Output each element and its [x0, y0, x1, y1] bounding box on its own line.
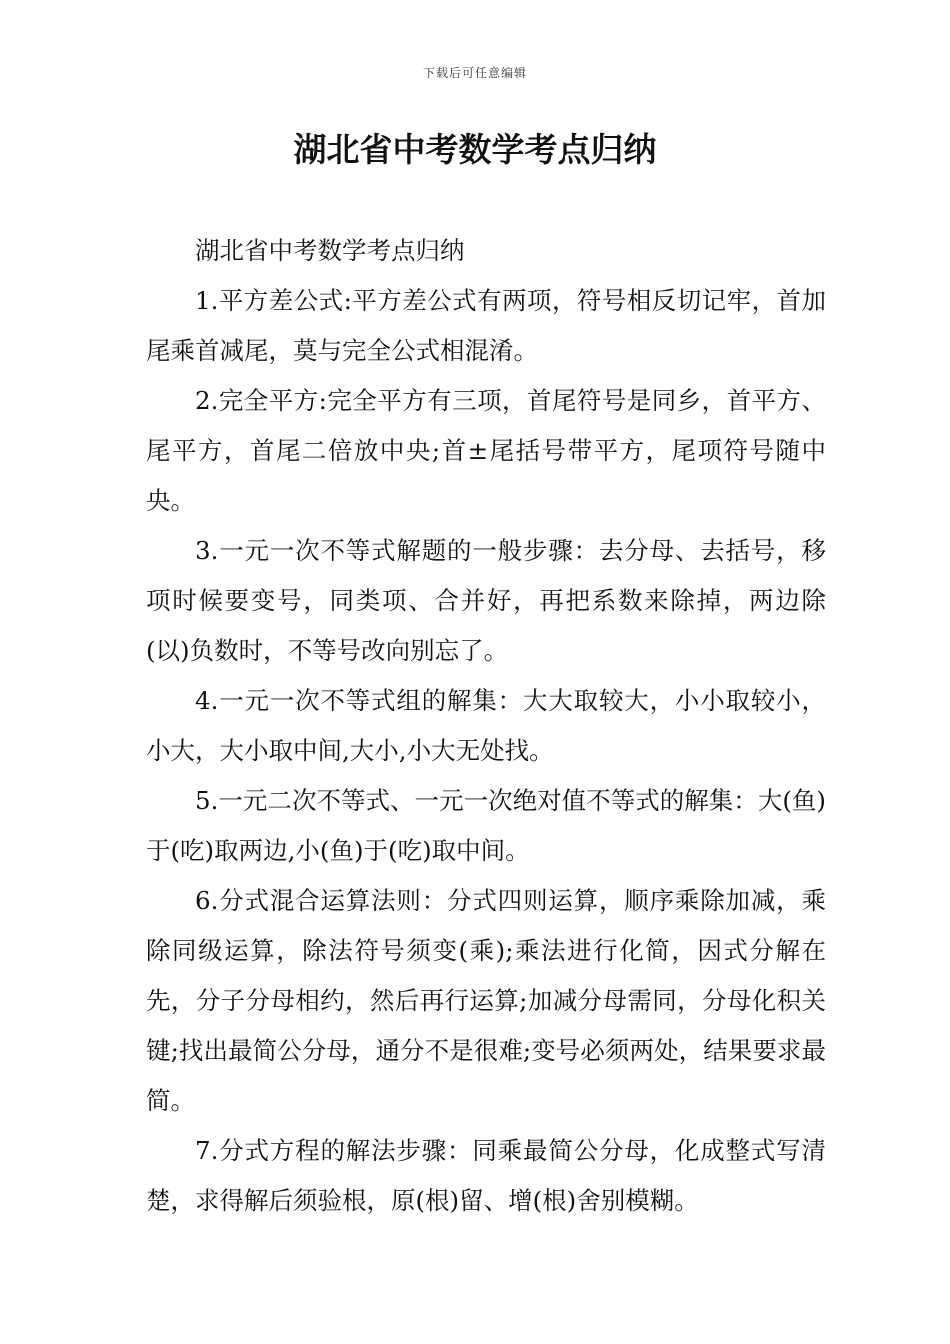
paragraph-7: 7.分式方程的解法步骤：同乘最简公分母，化成整式写清楚，求得解后须验根，原(根)留、增(根)舍别模糊。	[146, 1136, 826, 1215]
paragraph-3: 3.一元一次不等式解题的一般步骤：去分母、去括号，移项时候要变号，同类项、合并好，再把系数来除掉，两边除(以)负数时，不等号改向别忘了。	[146, 536, 826, 665]
paragraph-5: 5.一元二次不等式、一元一次绝对值不等式的解集：大(鱼)于(吃)取两边,小(鱼)于(吃)取中间。	[146, 786, 826, 865]
header-note: 下载后可任意编辑	[422, 66, 527, 80]
paragraph-4: 4.一元一次不等式组的解集：大大取较大，小小取较小，小大，大小取中间,大小,小大无处找。	[146, 686, 826, 765]
paragraph-6: 6.分式混合运算法则：分式四则运算，顺序乘除加减，乘除同级运算，除法符号须变(乘);乘法进行化简，因式分解在先，分子分母相约，然后再行运算;加减分母需同，分母化积关键;找出最简公分母，通分不是很难;变号必须两处，结果要求最简。	[146, 886, 826, 1115]
paragraph-intro: 湖北省中考数学考点归纳	[195, 236, 465, 265]
document-title: 湖北省中考数学考点归纳	[293, 130, 657, 169]
document-body	[146, 226, 826, 1226]
paragraph-1: 1.平方差公式:平方差公式有两项，符号相反切记牢，首加尾乘首减尾，莫与完全公式相混淆。	[146, 286, 826, 365]
paragraph-2: 2.完全平方:完全平方有三项，首尾符号是同乡，首平方、尾平方，首尾二倍放中央;首±尾括号带平方，尾项符号随中央。	[146, 386, 826, 515]
